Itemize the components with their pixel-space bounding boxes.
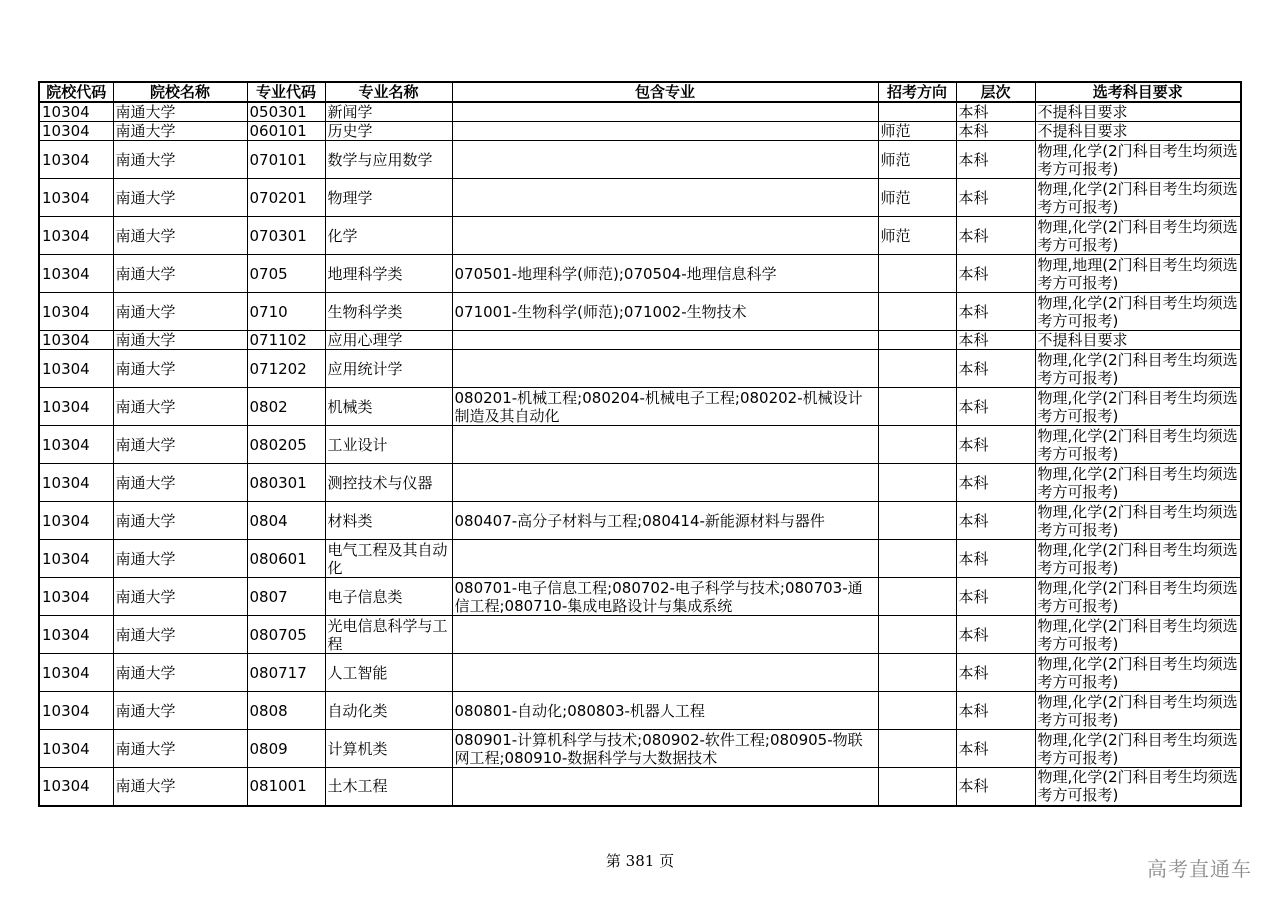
cell-school-name: 南通大学: [113, 578, 247, 616]
cell-level: 本科: [956, 578, 1035, 616]
table-row: [39, 255, 1241, 293]
cell-major-code: 071202: [247, 350, 325, 388]
cell-included-majors: [452, 350, 878, 388]
cell-subject-requirements: 物理,化学(2门科目考生均须选考方可报考): [1035, 616, 1241, 654]
cell-subject-requirements: 物理,化学(2门科目考生均须选考方可报考): [1035, 730, 1241, 768]
cell-included-majors: 080407-高分子材料与工程;080414-新能源材料与器件: [452, 502, 878, 540]
header-major-name: 专业名称: [325, 82, 452, 102]
table-row: [39, 179, 1241, 217]
table-row: [39, 502, 1241, 540]
page-number: 第 381 页: [605, 852, 675, 870]
table-row: [39, 350, 1241, 388]
cell-enrollment-direction: 师范: [878, 217, 956, 255]
cell-school-name: 南通大学: [113, 616, 247, 654]
cell-school-name: 南通大学: [113, 654, 247, 692]
cell-enrollment-direction: [878, 540, 956, 578]
cell-enrollment-direction: 师范: [878, 179, 956, 217]
cell-major-name: 电子信息类: [325, 578, 452, 616]
cell-subject-requirements: 物理,化学(2门科目考生均须选考方可报考): [1035, 217, 1241, 255]
table-row: [39, 217, 1241, 255]
cell-school-code: 10304: [39, 293, 113, 331]
cell-level: 本科: [956, 122, 1035, 141]
cell-major-name: 光电信息科学与工程: [325, 616, 452, 654]
cell-major-name: 物理学: [325, 179, 452, 217]
cell-included-majors: [452, 426, 878, 464]
cell-major-name: 测控技术与仪器: [325, 464, 452, 502]
table-row: [39, 768, 1241, 806]
cell-enrollment-direction: [878, 331, 956, 350]
cell-level: 本科: [956, 616, 1035, 654]
cell-included-majors: [452, 179, 878, 217]
cell-major-name: 机械类: [325, 388, 452, 426]
cell-major-name: 人工智能: [325, 654, 452, 692]
cell-subject-requirements: 不提科目要求: [1035, 122, 1241, 141]
cell-enrollment-direction: [878, 502, 956, 540]
cell-enrollment-direction: 师范: [878, 141, 956, 179]
cell-level: 本科: [956, 540, 1035, 578]
admission-table: [38, 81, 1242, 807]
cell-major-name: 应用统计学: [325, 350, 452, 388]
table-row: [39, 616, 1241, 654]
header-subject-requirements: 选考科目要求: [1035, 82, 1241, 102]
cell-school-name: 南通大学: [113, 122, 247, 141]
cell-level: 本科: [956, 293, 1035, 331]
cell-school-name: 南通大学: [113, 293, 247, 331]
cell-major-name: 计算机类: [325, 730, 452, 768]
cell-major-name: 自动化类: [325, 692, 452, 730]
cell-school-code: 10304: [39, 388, 113, 426]
cell-major-name: 新闻学: [325, 102, 452, 122]
cell-level: 本科: [956, 426, 1035, 464]
cell-major-name: 土木工程: [325, 768, 452, 806]
cell-included-majors: [452, 540, 878, 578]
cell-included-majors: [452, 768, 878, 806]
cell-included-majors: [452, 654, 878, 692]
cell-school-name: 南通大学: [113, 350, 247, 388]
cell-school-name: 南通大学: [113, 692, 247, 730]
cell-school-name: 南通大学: [113, 768, 247, 806]
cell-enrollment-direction: [878, 388, 956, 426]
cell-subject-requirements: 物理,化学(2门科目考生均须选考方可报考): [1035, 426, 1241, 464]
cell-major-code: 081001: [247, 768, 325, 806]
cell-subject-requirements: 物理,化学(2门科目考生均须选考方可报考): [1035, 179, 1241, 217]
cell-major-code: 080301: [247, 464, 325, 502]
watermark: 高考直通车: [1147, 857, 1252, 881]
table-row: [39, 540, 1241, 578]
table-row: [39, 692, 1241, 730]
cell-major-name: 应用心理学: [325, 331, 452, 350]
cell-school-code: 10304: [39, 217, 113, 255]
cell-level: 本科: [956, 388, 1035, 426]
cell-school-name: 南通大学: [113, 331, 247, 350]
cell-school-code: 10304: [39, 768, 113, 806]
cell-school-name: 南通大学: [113, 730, 247, 768]
cell-major-code: 080601: [247, 540, 325, 578]
cell-subject-requirements: 物理,化学(2门科目考生均须选考方可报考): [1035, 141, 1241, 179]
cell-major-code: 0808: [247, 692, 325, 730]
cell-level: 本科: [956, 730, 1035, 768]
cell-school-name: 南通大学: [113, 102, 247, 122]
cell-major-code: 080705: [247, 616, 325, 654]
cell-subject-requirements: 物理,化学(2门科目考生均须选考方可报考): [1035, 692, 1241, 730]
cell-level: 本科: [956, 255, 1035, 293]
cell-included-majors: [452, 102, 878, 122]
header-school-name: 院校名称: [113, 82, 247, 102]
cell-level: 本科: [956, 350, 1035, 388]
table-row: [39, 426, 1241, 464]
cell-major-code: 070301: [247, 217, 325, 255]
cell-school-code: 10304: [39, 426, 113, 464]
cell-included-majors: [452, 616, 878, 654]
cell-major-code: 0710: [247, 293, 325, 331]
cell-level: 本科: [956, 654, 1035, 692]
cell-school-code: 10304: [39, 692, 113, 730]
cell-enrollment-direction: [878, 578, 956, 616]
cell-enrollment-direction: [878, 616, 956, 654]
cell-included-majors: 071001-生物科学(师范);071002-生物技术: [452, 293, 878, 331]
cell-major-code: 071102: [247, 331, 325, 350]
cell-enrollment-direction: 师范: [878, 122, 956, 141]
cell-level: 本科: [956, 331, 1035, 350]
cell-subject-requirements: 物理,化学(2门科目考生均须选考方可报考): [1035, 540, 1241, 578]
cell-level: 本科: [956, 768, 1035, 806]
cell-major-name: 历史学: [325, 122, 452, 141]
cell-school-code: 10304: [39, 578, 113, 616]
cell-level: 本科: [956, 464, 1035, 502]
cell-enrollment-direction: [878, 426, 956, 464]
cell-level: 本科: [956, 217, 1035, 255]
cell-school-name: 南通大学: [113, 540, 247, 578]
cell-major-name: 数学与应用数学: [325, 141, 452, 179]
cell-included-majors: [452, 464, 878, 502]
cell-enrollment-direction: [878, 692, 956, 730]
cell-school-code: 10304: [39, 616, 113, 654]
cell-included-majors: 080201-机械工程;080204-机械电子工程;080202-机械设计制造及其自动化: [452, 388, 878, 426]
table-row: [39, 293, 1241, 331]
cell-subject-requirements: 不提科目要求: [1035, 102, 1241, 122]
cell-subject-requirements: 物理,地理(2门科目考生均须选考方可报考): [1035, 255, 1241, 293]
cell-level: 本科: [956, 141, 1035, 179]
cell-enrollment-direction: [878, 293, 956, 331]
cell-school-code: 10304: [39, 350, 113, 388]
cell-school-name: 南通大学: [113, 464, 247, 502]
header-major-code: 专业代码: [247, 82, 325, 102]
cell-school-name: 南通大学: [113, 179, 247, 217]
cell-major-code: 0705: [247, 255, 325, 293]
cell-included-majors: [452, 141, 878, 179]
cell-subject-requirements: 不提科目要求: [1035, 331, 1241, 350]
cell-major-name: 电气工程及其自动化: [325, 540, 452, 578]
cell-school-code: 10304: [39, 122, 113, 141]
cell-subject-requirements: 物理,化学(2门科目考生均须选考方可报考): [1035, 350, 1241, 388]
cell-major-code: 0802: [247, 388, 325, 426]
cell-enrollment-direction: [878, 768, 956, 806]
cell-school-name: 南通大学: [113, 388, 247, 426]
table-row: [39, 102, 1241, 122]
cell-school-name: 南通大学: [113, 141, 247, 179]
cell-level: 本科: [956, 692, 1035, 730]
header-level: 层次: [956, 82, 1035, 102]
cell-school-code: 10304: [39, 331, 113, 350]
table-body: [39, 102, 1241, 806]
cell-major-code: 070101: [247, 141, 325, 179]
cell-subject-requirements: 物理,化学(2门科目考生均须选考方可报考): [1035, 578, 1241, 616]
cell-school-name: 南通大学: [113, 502, 247, 540]
cell-included-majors: [452, 217, 878, 255]
cell-major-code: 0804: [247, 502, 325, 540]
table-header-row: [39, 82, 1241, 102]
cell-major-code: 080717: [247, 654, 325, 692]
cell-enrollment-direction: [878, 654, 956, 692]
cell-school-name: 南通大学: [113, 426, 247, 464]
cell-major-name: 工业设计: [325, 426, 452, 464]
cell-enrollment-direction: [878, 350, 956, 388]
cell-major-code: 070201: [247, 179, 325, 217]
cell-enrollment-direction: [878, 255, 956, 293]
header-included-majors: 包含专业: [452, 82, 878, 102]
cell-subject-requirements: 物理,化学(2门科目考生均须选考方可报考): [1035, 388, 1241, 426]
cell-level: 本科: [956, 179, 1035, 217]
cell-major-code: 050301: [247, 102, 325, 122]
table-row: [39, 331, 1241, 350]
cell-enrollment-direction: [878, 464, 956, 502]
cell-subject-requirements: 物理,化学(2门科目考生均须选考方可报考): [1035, 502, 1241, 540]
cell-enrollment-direction: [878, 102, 956, 122]
table-row: [39, 141, 1241, 179]
cell-included-majors: [452, 122, 878, 141]
cell-major-name: 化学: [325, 217, 452, 255]
cell-included-majors: 080701-电子信息工程;080702-电子科学与技术;080703-通信工程;080710-集成电路设计与集成系统: [452, 578, 878, 616]
cell-major-name: 生物科学类: [325, 293, 452, 331]
cell-school-code: 10304: [39, 730, 113, 768]
table-row: [39, 730, 1241, 768]
table-row: [39, 122, 1241, 141]
cell-included-majors: 080901-计算机科学与技术;080902-软件工程;080905-物联网工程;080910-数据科学与大数据技术: [452, 730, 878, 768]
header-school-code: 院校代码: [39, 82, 113, 102]
table-row: [39, 388, 1241, 426]
cell-included-majors: [452, 331, 878, 350]
cell-major-code: 0809: [247, 730, 325, 768]
cell-school-code: 10304: [39, 540, 113, 578]
cell-level: 本科: [956, 102, 1035, 122]
cell-enrollment-direction: [878, 730, 956, 768]
cell-level: 本科: [956, 502, 1035, 540]
cell-school-name: 南通大学: [113, 255, 247, 293]
cell-major-name: 地理科学类: [325, 255, 452, 293]
cell-school-code: 10304: [39, 255, 113, 293]
cell-major-code: 060101: [247, 122, 325, 141]
header-enrollment-direction: 招考方向: [878, 82, 956, 102]
cell-school-code: 10304: [39, 502, 113, 540]
cell-major-code: 0807: [247, 578, 325, 616]
table-row: [39, 578, 1241, 616]
cell-subject-requirements: 物理,化学(2门科目考生均须选考方可报考): [1035, 654, 1241, 692]
cell-school-code: 10304: [39, 464, 113, 502]
cell-school-code: 10304: [39, 179, 113, 217]
cell-school-code: 10304: [39, 654, 113, 692]
cell-subject-requirements: 物理,化学(2门科目考生均须选考方可报考): [1035, 293, 1241, 331]
cell-major-name: 材料类: [325, 502, 452, 540]
cell-subject-requirements: 物理,化学(2门科目考生均须选考方可报考): [1035, 768, 1241, 806]
cell-included-majors: 070501-地理科学(师范);070504-地理信息科学: [452, 255, 878, 293]
cell-school-code: 10304: [39, 141, 113, 179]
table-row: [39, 654, 1241, 692]
cell-subject-requirements: 物理,化学(2门科目考生均须选考方可报考): [1035, 464, 1241, 502]
cell-school-code: 10304: [39, 102, 113, 122]
cell-included-majors: 080801-自动化;080803-机器人工程: [452, 692, 878, 730]
table-row: [39, 464, 1241, 502]
cell-school-name: 南通大学: [113, 217, 247, 255]
cell-major-code: 080205: [247, 426, 325, 464]
